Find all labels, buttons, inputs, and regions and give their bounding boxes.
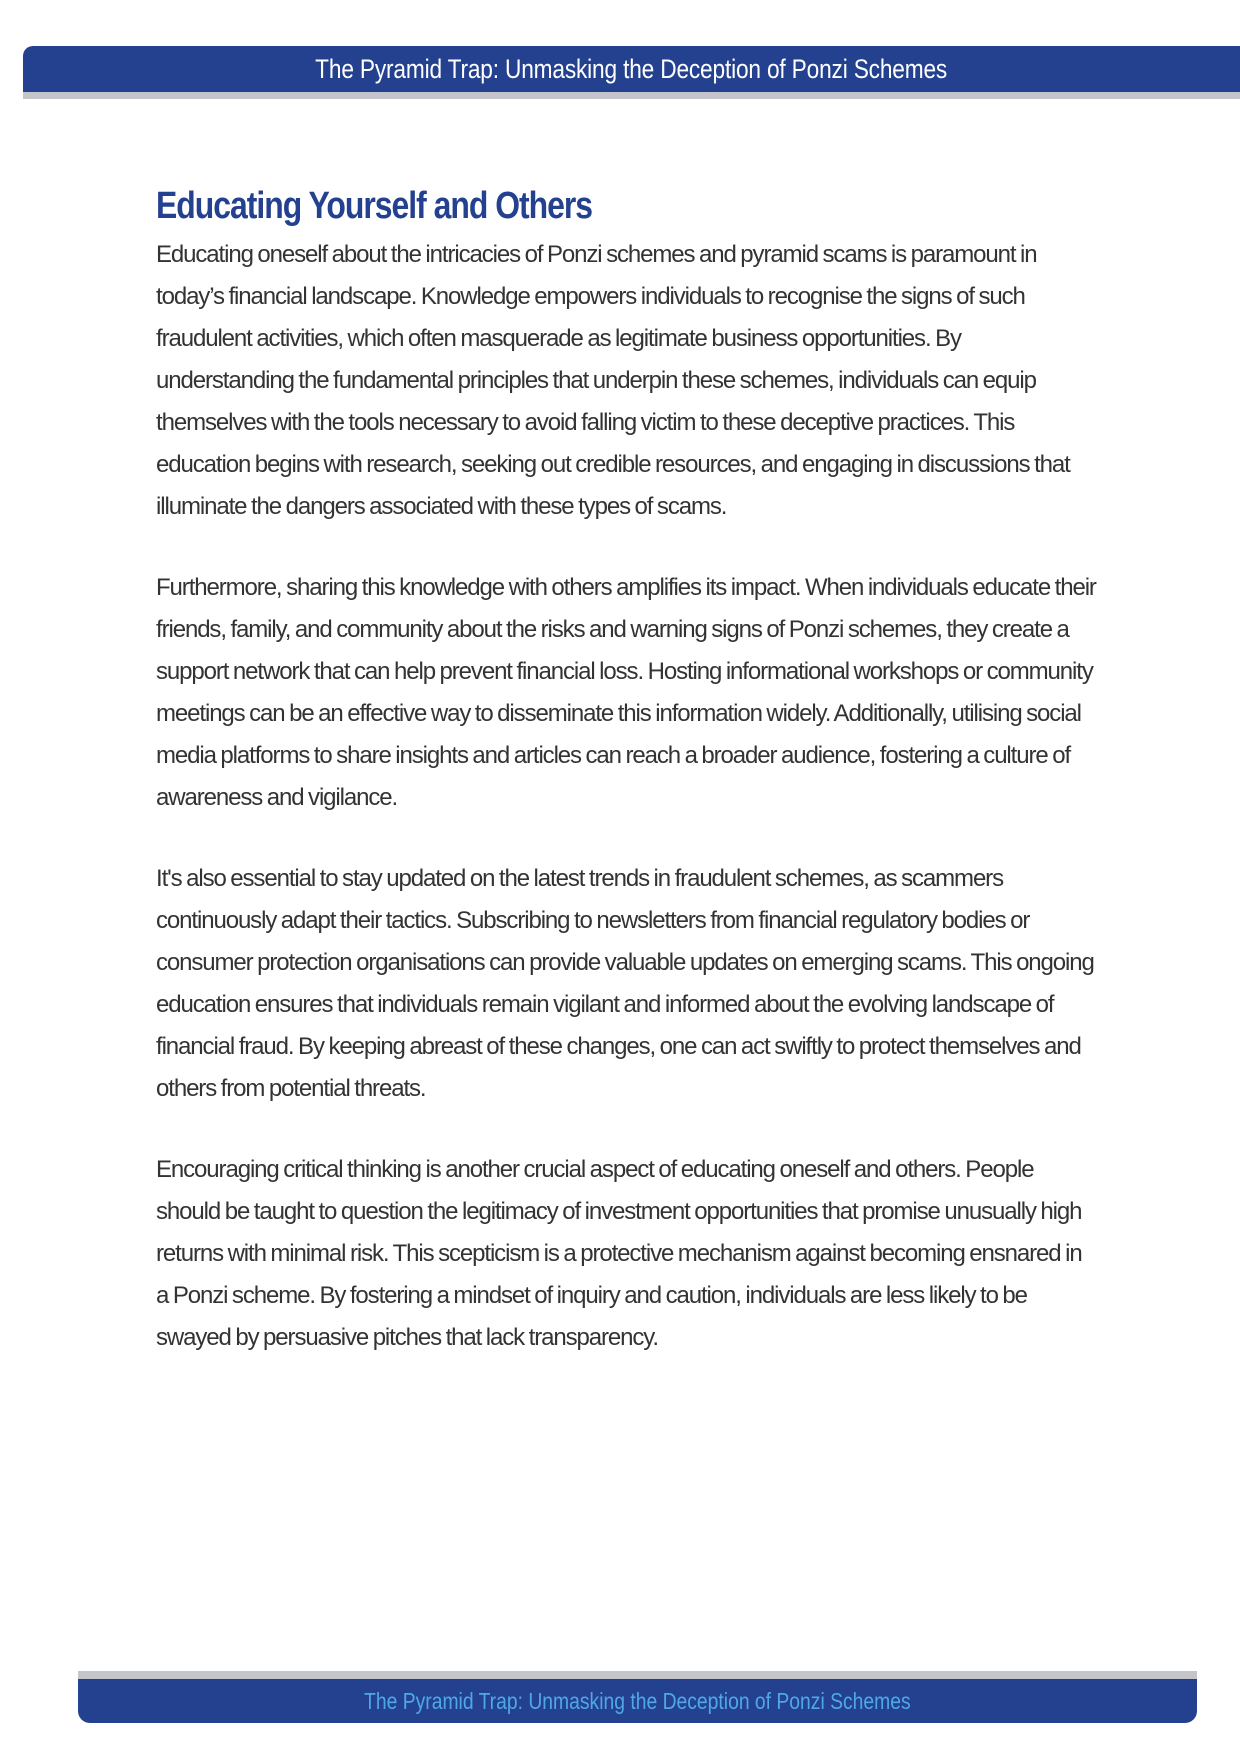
footer-title: The Pyramid Trap: Unmasking the Deception of Ponzi Schemes — [364, 1687, 911, 1714]
body-paragraph-4: Encouraging critical thinking is another crucial aspect of educating oneself and others. People should be taught to question the legitimacy of investment opportunities that promise unusually high returns with minimal risk. This scepticism is a protective mechanism against becoming ensnared in a Ponzi scheme. By fostering a mindset of inquiry and caution, individuals are less likely to be swayed by persuasive pitches that lack transparency. — [156, 1156, 1082, 1351]
header-title: The Pyramid Trap: Unmasking the Deception of Ponzi Schemes — [315, 53, 948, 84]
page-content — [156, 180, 1096, 1359]
body-paragraph-1: Educating oneself about the intricacies of Ponzi schemes and pyramid scams is paramount in today’s financial landscape. Knowledge empowers individuals to recognise the signs of such fraudulent activities, which often masquerade as legitimate business opportunities. By understanding the fundamental principles that underpin these schemes, individuals can equip themselves with the tools necessary to avoid falling victim to these deceptive practices. This education begins with research, seeking out credible resources, and engaging in discussions that illuminate the dangers associated with these types of scams. — [156, 241, 1070, 520]
page-footer — [78, 1671, 1197, 1723]
section-heading: Educating Yourself and Others — [156, 185, 593, 227]
body-paragraph-2: Furthermore, sharing this knowledge with others amplifies its impact. When individuals educate their friends, family, and community about the risks and warning signs of Ponzi schemes, they create a support network that can help prevent financial loss. Hosting informational workshops or community meetings can be an effective way to disseminate this information widely. Additionally, utilising social media platforms to share insights and articles can reach a broader audience, fostering a culture of awareness and vigilance. — [156, 574, 1096, 811]
page-header — [23, 46, 1240, 92]
body-paragraph-3: It's also essential to stay updated on the latest trends in fraudulent schemes, as scammers continuously adapt their tactics. Subscribing to newsletters from financial regulatory bodies or consumer protection organisations can provide valuable updates on emerging scams. This ongoing education ensures that individuals remain vigilant and informed about the evolving landscape of financial fraud. By keeping abreast of these changes, one can act swiftly to protect themselves and others from potential threats. — [156, 865, 1094, 1102]
